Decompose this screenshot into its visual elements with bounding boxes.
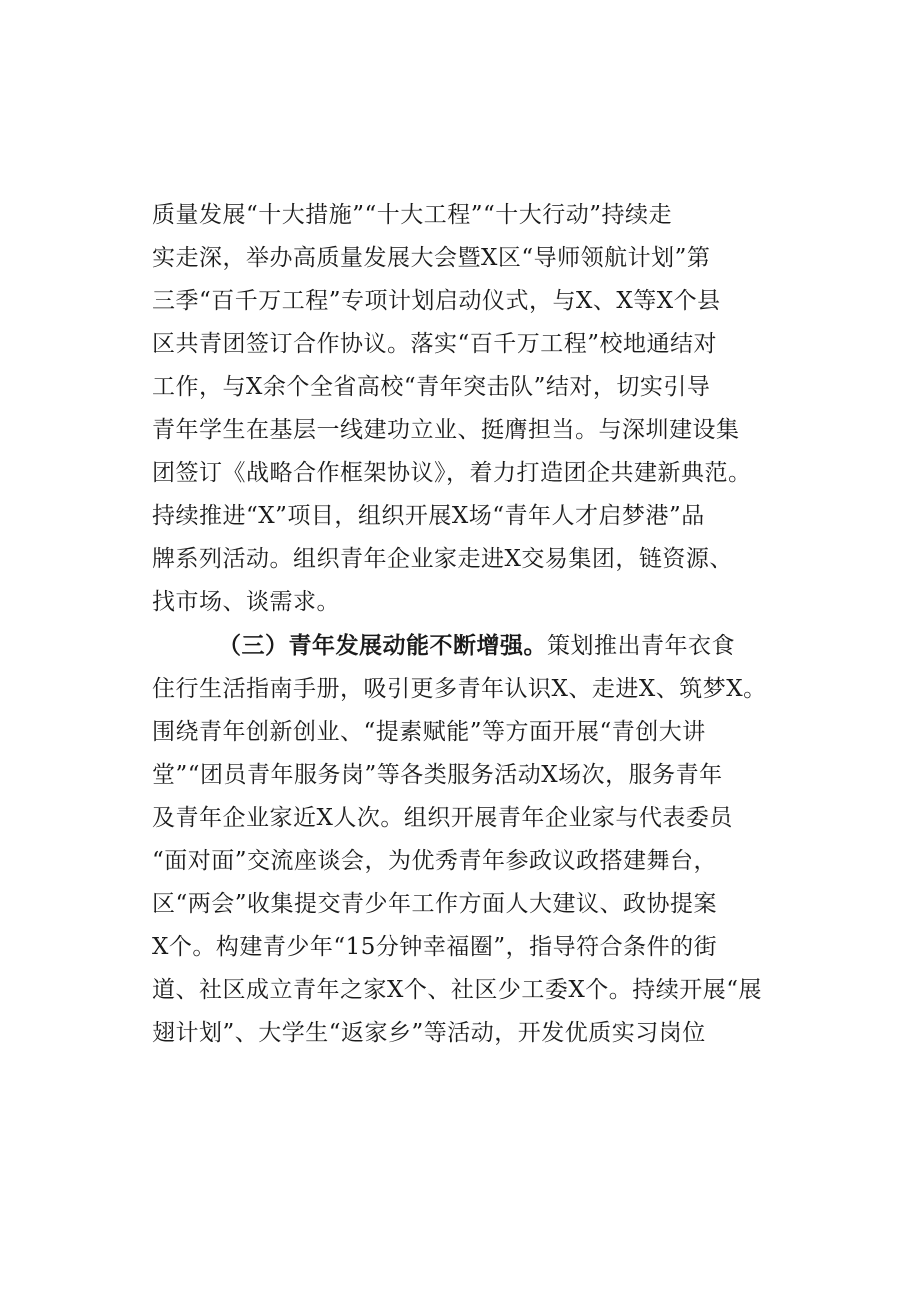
text-line: 实走深，举办高质量发展大会暨X区“导师领航计划”第 — [152, 245, 711, 271]
text-line: 工作，与X余个全省高校“青年突击队”结对，切实引导 — [152, 374, 711, 400]
section-paragraph — [152, 625, 772, 1055]
text-line: “面对面”交流座谈会，为优秀青年参政议政搭建舞台， — [152, 848, 718, 874]
text-line: X个。构建青少年“15分钟幸福圈”，指导符合条件的街 — [152, 934, 718, 960]
text-line: 青年学生在基层一线建功立业、挺膺担当。与深圳建设集 — [152, 417, 740, 443]
heading-trailing-text: 策划推出青年衣食 — [547, 633, 735, 659]
text-line: 堂”“团员青年服务岗”等各类服务活动X场次，服务青年 — [152, 762, 723, 788]
section-heading: （三）青年发展动能不断增强。 — [218, 633, 547, 659]
text-line: 团签订《战略合作框架协议》，着力打造团企共建新典范。 — [152, 460, 752, 486]
text-line: 住行生活指南手册，吸引更多青年认识X、走进X、筑梦X。 — [152, 676, 767, 702]
paragraph-continued — [152, 194, 772, 624]
text-line: 道、社区成立青年之家X个、社区少工委X个。持续开展“展 — [152, 977, 763, 1003]
text-line: 三季“百千万工程”专项计划启动仪式，与X、X等X个县 — [152, 288, 721, 314]
text-line: 找市场、谈需求。 — [152, 589, 340, 615]
text-line: 围绕青年创新创业、“提素赋能”等方面开展“青创大讲 — [152, 719, 706, 745]
text-line: 及青年企业家近X人次。组织开展青年企业家与代表委员 — [152, 805, 733, 831]
text-line-first — [152, 625, 772, 668]
text-line: 翅计划”、大学生“返家乡”等活动，开发优质实习岗位 — [152, 1020, 706, 1046]
text-line: 持续推进“X”项目，组织开展X场“青年人才启梦港”品 — [152, 503, 705, 529]
text-line: 区“两会”收集提交青少年工作方面人大建议、政协提案 — [152, 891, 718, 917]
text-line: 质量发展“十大措施”“十大工程”“十大行动”持续走 — [152, 202, 673, 228]
text-line: 区共青团签订合作协议。落实“百千万工程”校地通结对 — [152, 331, 718, 357]
text-line: 牌系列活动。组织青年企业家走进X交易集团，链资源、 — [152, 546, 733, 572]
